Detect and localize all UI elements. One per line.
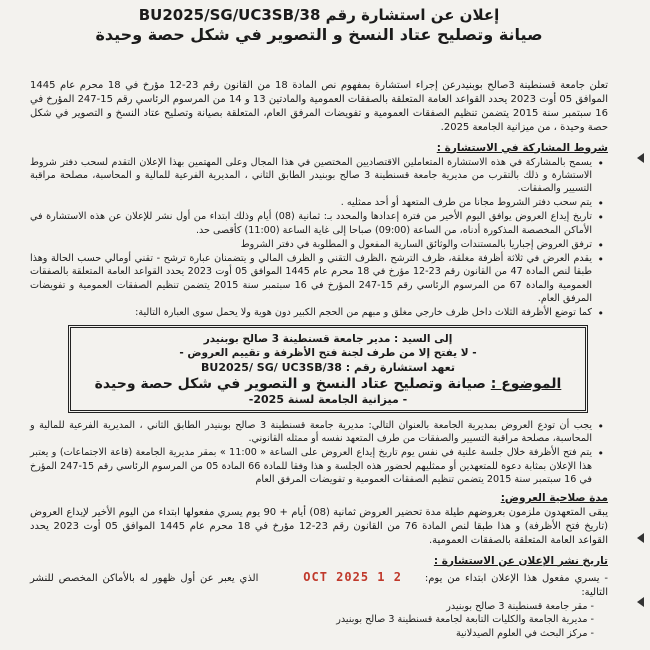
budget-line: - ميزانية الجامعة لسنة 2025- bbox=[248, 393, 408, 407]
publication-text-after: الذي يعبر عن أول ظهور له بالأماكن المخصص للنشر التالية: bbox=[30, 572, 608, 598]
addressee-line: إلى السيد : مدير جامعة قسنطينة 3 صالح بوبنيدر bbox=[203, 333, 453, 346]
publication-line bbox=[30, 569, 608, 600]
date-stamp: 2 1 OCT 2025 bbox=[303, 569, 402, 584]
participation-list bbox=[30, 156, 608, 320]
list-item: - مقر جامعة قسنطينة 3 صالح بوبنيدر bbox=[30, 600, 594, 613]
participation-section bbox=[30, 142, 608, 320]
subject-title: صيانة وتصليح عتاد النسخ و التصوير في شكل حصة وحيدة bbox=[95, 24, 543, 44]
list-item: • يتم سحب دفتر الشروط مجانا من طرف المتعهد أو أحد ممثليه . bbox=[30, 196, 592, 209]
participation-heading: شروط المشاركة في الاستشارة : bbox=[436, 141, 608, 154]
publication-places-list bbox=[30, 600, 608, 640]
consultation-number-line: تعهد استشارة رقم : BU2025/ SG/ UC3SB/38 bbox=[201, 360, 455, 374]
list-item: • يسمح بالمشاركة في هذه الاستشارة المتعاملين الاقتصاديين المختصين في هذا المجال وعلى المهتمين بهذا الإعلان التقدم لسحب دفتر شروط الاستشارة و ذلك بالتقرب من مديرية جامعة قسنطينة 3 صالح بوبنيدر الطابق الثاني ، المديرية الفرعية للمالية و المحاسبة، مصلحة مراقبة التسيير والصفقات. bbox=[30, 156, 592, 196]
publication-text-before: - يسري مفعول هذا الإعلان ابتداء من يوم: bbox=[424, 572, 608, 584]
do-not-open-line: - لا يفتح إلا من طرف لجنة فتح الأظرفة و تقييم العروض - bbox=[179, 347, 477, 360]
section-arrow-icon bbox=[637, 533, 644, 543]
list-item: • يقدم العرض في ثلاثة أظرفة مغلقة، ظرف الترشح ،الظرف التقني و الظرف المالي و يتضمنان عبارة ترشح - تقني أومالي حسب الحالة وهذا طبقا لنص المادة 47 من القانون رقم 23-12 مؤرخ في 18 محرم عام 1445 الموافق 05 أوت 2023 يحدد القواعد العامة المتعلقة بالصفقات العمومية والمادة 67 من المرسوم الرئاسي رقم 15-247 المؤرخ في 16 سبتمبر سنة 2015 يتضمن تنظيم الصفقات العمومية و تفويضات المرفق العام. bbox=[30, 252, 592, 305]
subject-label: الموضوع : bbox=[490, 375, 562, 392]
subject-value: صيانة وتصليح عتاد النسخ و التصوير في شكل حصة وحيدة bbox=[94, 375, 486, 392]
list-item: • كما توضع الأظرفة الثلاث داخل ظرف خارجي مغلق و مبهم من الحجم الكبير دون هوية ولا يحمل سوى العبارة التالية: bbox=[30, 306, 592, 319]
publication-section bbox=[30, 555, 608, 641]
list-item: • يتم فتح الأظرفة خلال جلسة علنية في نفس يوم تاريخ إيداع العروض على الساعة « 11:00 » بمقر مديرية الجامعة (قاعة الاجتماعات) و يعتبر هذا الإعلان بمثابة دعوة للمتعهدين أو ممثليهم لحضور هذه الجلسة و هذا وفقا للمادة 66 المادة 05 من المرسوم الرئاسي رقم 15-247 المؤرخ في 16 سبتمبر سنة 2015 يتضمن تنظيم الصفقات العمومية و تفويضات المرفق العام bbox=[30, 446, 592, 486]
notice-title: إعلان عن استشارة رقم BU2025/SG/UC3SB/38 bbox=[138, 6, 500, 24]
list-item: • يجب أن تودع العروض بمديرية الجامعة بالعنوان التالي: مديرية جامعة قسنطينة 3 صالح بوبنيدر الطابق الثاني ، المديرية الفرعية للمالية و المحاسبة، مصلحة مراقبة التسيير والصفقات من طرف المتعهد نفسه أو ممثله القانوني. bbox=[30, 419, 592, 445]
section-arrow-icon bbox=[637, 597, 644, 607]
section-arrow-icon bbox=[637, 153, 644, 163]
validity-paragraph: يبقى المتعهدون ملزمون بعروضهم طيلة مدة تحضير العروض ثمانية (08) أيام + 90 يوم يسري مفعولها ابتداء من اليوم الأخير لإيداع العروض (تاريخ فتح الأظرفة) و هذا طبقا لنص المادة 76 من القانون رقم 23-12 مؤرخ في 18 محرم عام 1445 الموافق 05 أوت 2023 يحدد القواعد العامة المتعلقة بالصفقات العمومية. bbox=[30, 507, 609, 547]
submission-list bbox=[30, 419, 608, 486]
list-item: • تاريخ إيداع العروض يوافق اليوم الأخير من فترة إعدادها والمحدد بـ: ثمانية (08) أيام وذلك ابتداء من أول نشر للإعلان عن هذه الاستشارة في الأماكن المخصصة المذكورة أدناه، من الساعة (09:00) صباحا إلى غاية الساعة (11:00) كأقصى حد. bbox=[30, 210, 592, 236]
envelope-subject-line bbox=[81, 375, 575, 393]
validity-heading: مدة صلاحية العروض: bbox=[500, 492, 608, 505]
list-item: - مديرية الجامعة والكليات التابعة لجامعة قسنطينة 3 صالح بوبنيدر bbox=[30, 613, 594, 626]
publication-heading: تاريخ نشر الإعلان عن الاستشارة : bbox=[433, 554, 608, 567]
validity-section bbox=[30, 492, 608, 549]
list-item: - مركز البحث في العلوم الصيدلانية bbox=[30, 627, 594, 640]
list-item: • ترفق العروض إجباريا بالمستندات والوثائق السارية المفعول و المطلوبة في دفتر الشروط bbox=[30, 238, 592, 251]
intro-paragraph: تعلن جامعة قسنطينة 3صالح بوبنيدرعن إجراء استشارة بمفهوم نص المادة 18 من القانون رقم 23-12 مؤرخ في 18 محرم عام 1445 الموافق 05 أوت 2023 يحدد القواعد العامة المتعلقة بالصفقات العمومية والمادتين 13 و 14 من المرسوم الرئاسي رقم 15-247 المؤرخ في 16 سبتمبر سنة 2015 يتضمن تنظيم الصفقات العمومية و تفويضات المرفق العام، المتعلقة بصيانة وتصليح عتاد النسخ و التصوير في شكل حصة وحيدة ، من ميزانية الجامعة 2025. bbox=[30, 79, 609, 134]
envelope-label-box bbox=[68, 325, 588, 413]
